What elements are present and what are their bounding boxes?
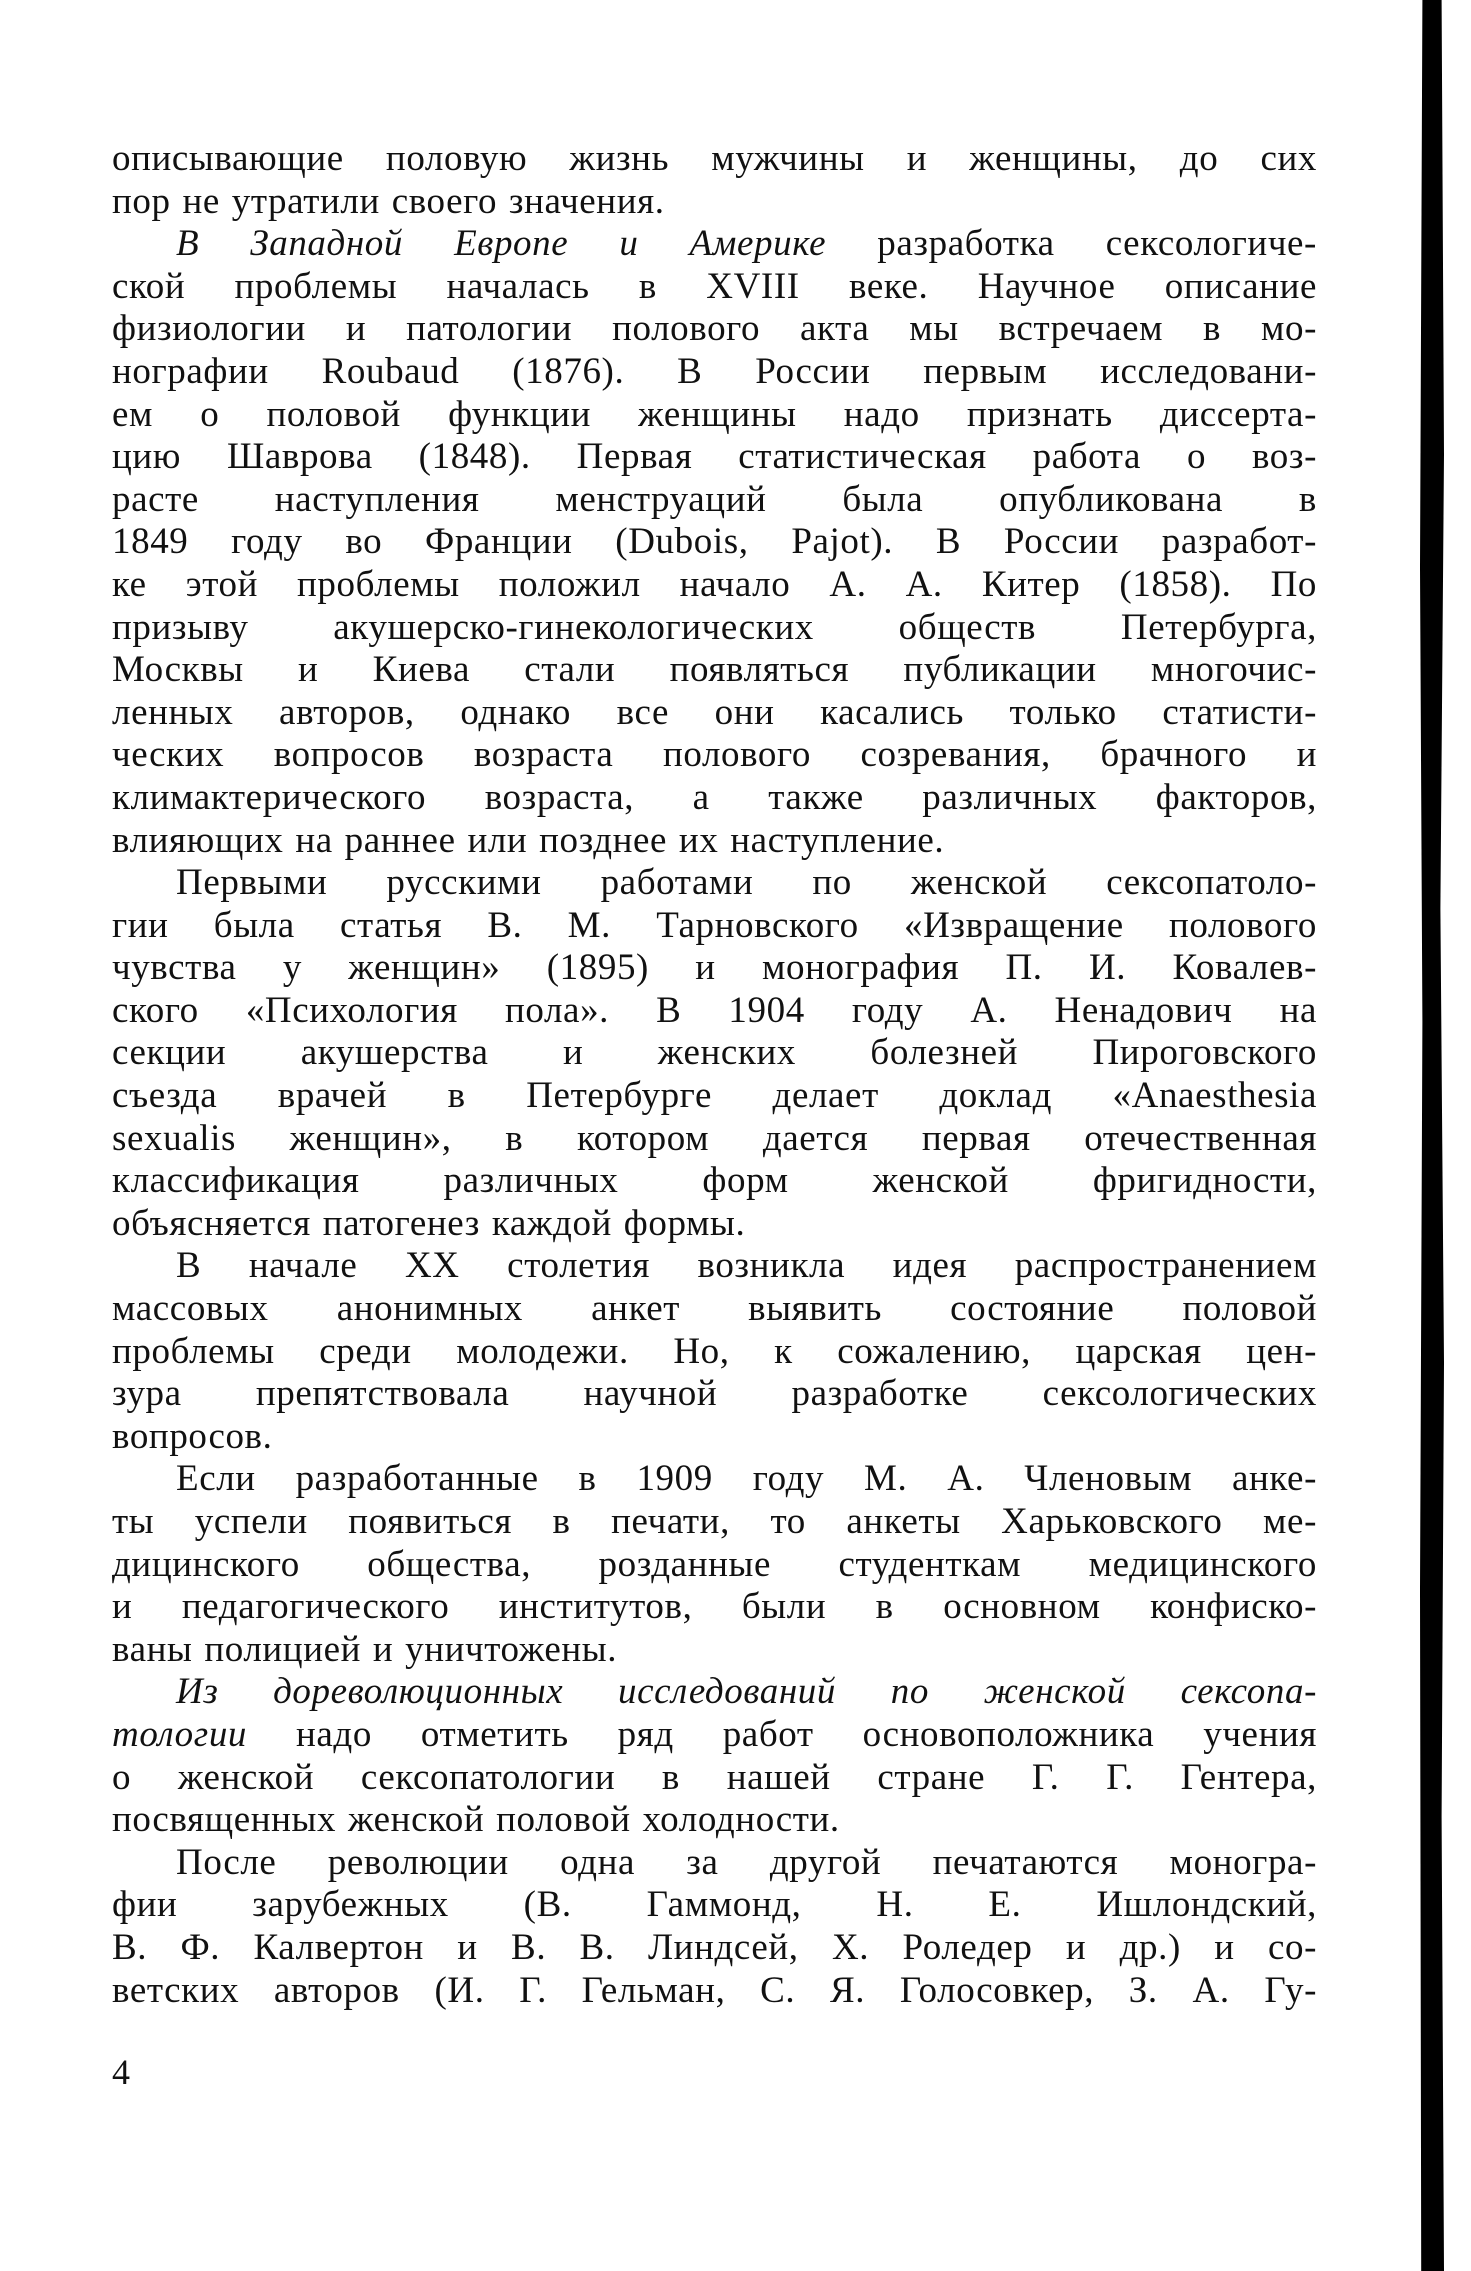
paragraph [112,223,1317,862]
line-text: посвященных женской половой холодности. [112,1799,840,1841]
line-text: Первыми русскими работами по женской сексопатоло- [176,862,1317,904]
text-line [112,862,1317,905]
text-line [112,1970,1317,2013]
text-line [112,1544,1317,1587]
text-line [112,1501,1317,1544]
text-line [112,692,1317,735]
line-text: проблемы среди молодежи. Но, к сожалению, царская цен- [112,1330,1317,1372]
text-line [112,820,1317,863]
line-text: разработка сексологиче- [826,223,1317,265]
text-line [112,138,1317,181]
line-text: ветских авторов (И. Г. Гельман, С. Я. Голосовкер, З. А. Гу- [112,1969,1317,2011]
paragraph [112,1671,1317,1841]
text-line [112,649,1317,692]
text-line [112,436,1317,479]
line-text: зура препятствовала научной разработке сексологических [112,1373,1317,1415]
italic-text: тологии [112,1713,248,1755]
scan-edge-shadow [1420,0,1444,2271]
text-line [112,308,1317,351]
text-line [112,1373,1317,1416]
italic-text: В Западной Европе и Америке [176,223,827,265]
line-text: 1849 году во Франции (Dubois, Pajot). В России разработ- [112,521,1317,563]
line-text: о женской сексопатологии в нашей стране Г. Г. Гентера, [112,1756,1317,1798]
text-line [112,1757,1317,1800]
paragraph [112,862,1317,1245]
text-line [112,223,1317,266]
text-line [112,777,1317,820]
paragraph [112,138,1317,223]
line-text: надо отметить ряд работ основоположника учения [247,1713,1317,1755]
text-line [112,521,1317,564]
line-text: дицинского общества, розданные студенткам медицинского [112,1543,1317,1585]
page-number: 4 [112,2052,130,2092]
text-line [112,734,1317,777]
line-text: sexualis женщин», в котором дается первая отечественная [112,1117,1317,1159]
text-line [112,1629,1317,1672]
paragraph [112,1458,1317,1671]
line-text: ленных авторов, однако все они касались только статисти- [112,691,1317,733]
line-text: ческих вопросов возраста полового созревания, брачного и [112,734,1317,776]
text-line [112,1118,1317,1161]
line-text: После революции одна за другой печатаются моногра- [176,1841,1317,1883]
paragraph [112,1842,1317,2012]
line-text: влияющих на раннее или позднее их наступление. [112,819,945,861]
line-text: расте наступления менструаций была опубликована в [112,478,1317,520]
line-text: призыву акушерско-гинекологических обществ Петербурга, [112,606,1317,648]
line-text: Москвы и Киева стали появляться публикации многочис- [112,649,1317,691]
text-line [112,1671,1317,1714]
text-line [112,607,1317,650]
line-text: ем о половой функции женщины надо признать диссерта- [112,393,1317,435]
text-line [112,1586,1317,1629]
paragraph [112,1245,1317,1458]
text-line [112,1458,1317,1501]
line-text: физиологии и патологии полового акта мы встречаем в мо- [112,308,1317,350]
line-text: ской проблемы началась в XVIII веке. Научное описание [112,265,1317,307]
text-line [112,1714,1317,1757]
line-text: нографии Roubaud (1876). В России первым исследовани- [112,350,1317,392]
text-line [112,1203,1317,1246]
line-text: климактерического возраста, а также различных факторов, [112,776,1317,818]
line-text: ваны полицией и уничтожены. [112,1628,618,1670]
line-text: описывающие половую жизнь мужчины и женщины, до сих [112,138,1317,179]
line-text: фии зарубежных (В. Гаммонд, Н. Е. Ишлондский, [112,1884,1317,1926]
text-line [112,1884,1317,1927]
line-text: ского «Психология пола». В 1904 году А. Ненадович на [112,989,1317,1031]
line-text: В. Ф. Калвертон и В. В. Линдсей, Х. Роледер и др.) и со- [112,1926,1317,1968]
text-line [112,1032,1317,1075]
text-line [112,1331,1317,1374]
line-text: цию Шаврова (1848). Первая статистическая работа о воз- [112,436,1317,478]
line-text: съезда врачей в Петербурге делает доклад «Anaesthesia [112,1075,1317,1117]
text-line [112,905,1317,948]
line-text: секции акушерства и женских болезней Пироговского [112,1032,1317,1074]
text-line [112,1842,1317,1885]
line-text: В начале XX столетия возникла идея распространением [176,1245,1317,1287]
line-text: ты успели появиться в печати, то анкеты Харьковского ме- [112,1501,1317,1542]
text-line [112,564,1317,607]
text-line [112,1416,1317,1459]
text-line [112,1075,1317,1118]
text-line [112,394,1317,437]
page-body-text [112,138,1317,2012]
text-line [112,990,1317,1033]
line-text: и педагогического институтов, были в основном конфиско- [112,1586,1317,1628]
text-line [112,266,1317,309]
line-text: вопросов. [112,1415,273,1457]
text-line [112,351,1317,394]
text-line [112,1288,1317,1331]
text-line [112,947,1317,990]
line-text: гии была статья В. М. Тарновского «Извращение полового [112,904,1317,946]
text-line [112,1927,1317,1970]
text-line [112,181,1317,224]
italic-text: Из дореволюционных исследований по женской сексопа- [176,1671,1317,1713]
line-text: Если разработанные в 1909 году М. А. Членовым анке- [176,1458,1317,1500]
line-text: массовых анонимных анкет выявить состояние половой [112,1288,1317,1330]
text-line [112,1160,1317,1203]
line-text: классификация различных форм женской фригидности, [112,1160,1317,1202]
text-line [112,479,1317,522]
line-text: пор не утратили своего значения. [112,180,665,222]
line-text: ке этой проблемы положил начало А. А. Китер (1858). По [112,563,1317,605]
line-text: объясняется патогенез каждой формы. [112,1202,746,1244]
text-line [112,1245,1317,1288]
text-line [112,1799,1317,1842]
line-text: чувства у женщин» (1895) и монография П. И. Ковалев- [112,947,1317,989]
